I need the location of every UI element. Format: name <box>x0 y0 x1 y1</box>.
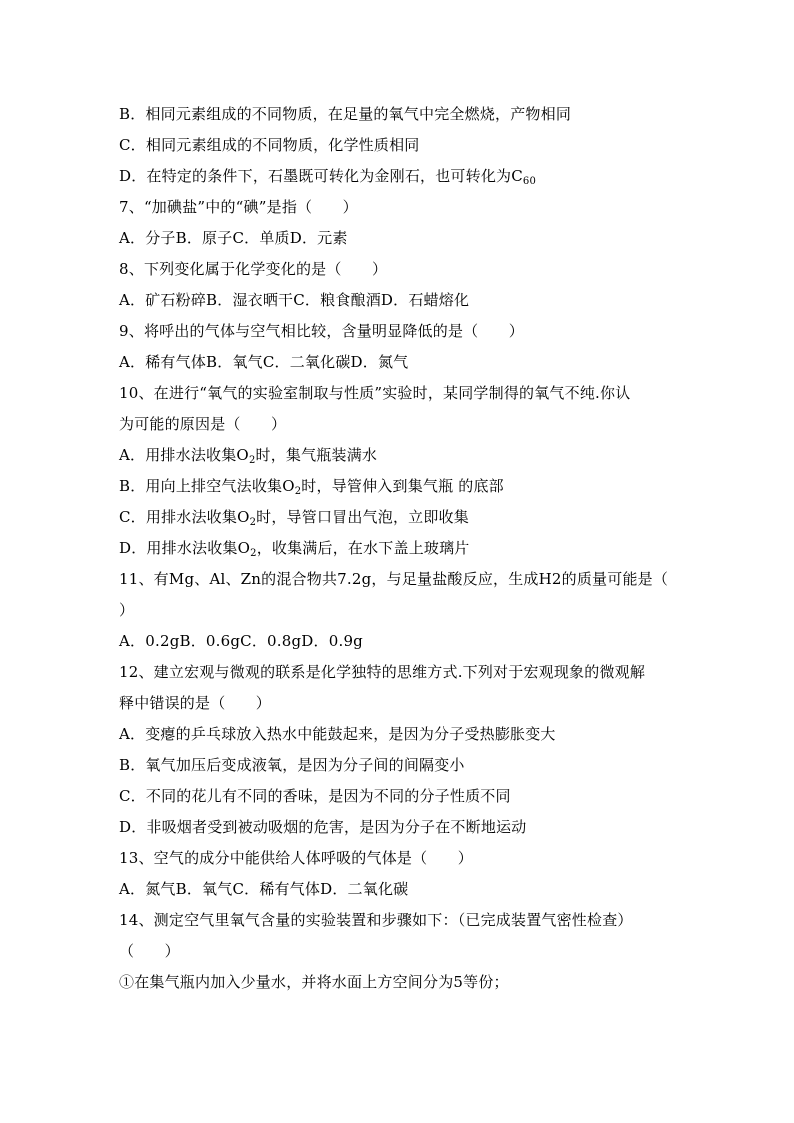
question-stem: ） <box>119 601 135 619</box>
question-stem: 7、“加碘盐”中的“碘”是指（ ） <box>119 198 358 216</box>
answer-option: D．非吸烟者受到被动吸烟的危害，是因为分子在不断地运动 <box>119 818 527 836</box>
text-line: B．相同元素组成的不同物质，在足量的氧气中完全燃烧，产物相同 <box>119 105 572 123</box>
subscript: 2 <box>248 455 256 466</box>
subscript: 2 <box>250 548 257 559</box>
answer-option: C．用排水法收集$O_2$时，导管口冒出气泡，立即收集 <box>119 508 469 528</box>
question-stem: 8、下列变化属于化学变化的是（ ） <box>119 260 388 278</box>
answer-option: A．变瘪的乒乓球放入热水中能鼓起来，是因为分子受热膨胀变大 <box>119 725 556 743</box>
question-stem: 10、在进行“氧气的实验室制取与性质”实验时，某同学制得的氧气不纯.你认 <box>119 384 631 402</box>
answer-options: A．矿石粉碎B．湿衣晒干C．粮食酿酒D．石蜡熔化 <box>119 291 470 309</box>
question-stem: （ ） <box>119 942 180 960</box>
question-stem: 释中错误的是（ ） <box>119 694 272 712</box>
question-stem: 11、有Mg、Al、Zn的混合物共7.2g，与足量盐酸反应，生成H2的质量可能是（ <box>119 570 669 588</box>
subscript: 2 <box>294 486 302 497</box>
question-stem: 9、将呼出的气体与空气相比较，含量明显降低的是（ ） <box>119 322 524 340</box>
question-list <box>119 99 679 998</box>
answer-options: A．0.2gB．0.6gC．0.8gD．0.9g <box>119 632 363 650</box>
question-stem: 12、建立宏观与微观的联系是化学独特的思维方式.下列对于宏观现象的微观解 <box>119 663 646 681</box>
text-line: C．相同元素组成的不同物质，化学性质相同 <box>119 136 420 154</box>
answer-option: D．用排水法收集$O_2$，收集满后，在水下盖上玻璃片 <box>119 539 470 559</box>
question-stem: 13、空气的成分中能供给人体呼吸的气体是（ ） <box>119 849 473 867</box>
answer-option: A．用排水法收集$O_2$时，集气瓶装满水 <box>119 446 378 466</box>
text-line: D．在特定的条件下，石墨既可转化为金刚石，也可转化为$C_{60}$ <box>119 167 537 187</box>
answer-options: A．分子B．原子C．单质D．元素 <box>119 229 348 247</box>
answer-option: B．用向上排空气法收集$O_2$时，导管伸入到集气瓶 的底部 <box>119 477 504 497</box>
subscript: 60 <box>522 176 537 187</box>
answer-options: A．稀有气体B．氧气C．二氧化碳D．氮气 <box>119 353 409 371</box>
procedure-step: ①在集气瓶内加入少量水，并将水面上方空间分为5等份； <box>119 973 509 991</box>
question-stem: 14、测定空气里氧气含量的实验装置和步骤如下：（已完成装置气密性检查） <box>119 911 633 929</box>
answer-options: A．氮气B．氧气C．稀有气体D．二氧化碳 <box>119 880 409 898</box>
answer-option: C．不同的花儿有不同的香味，是因为不同的分子性质不同 <box>119 787 511 805</box>
question-stem: 为可能的原因是（ ） <box>119 415 287 433</box>
answer-option: B．氧气加压后变成液氧，是因为分子间的间隔变小 <box>119 756 465 774</box>
subscript: 2 <box>249 517 257 528</box>
